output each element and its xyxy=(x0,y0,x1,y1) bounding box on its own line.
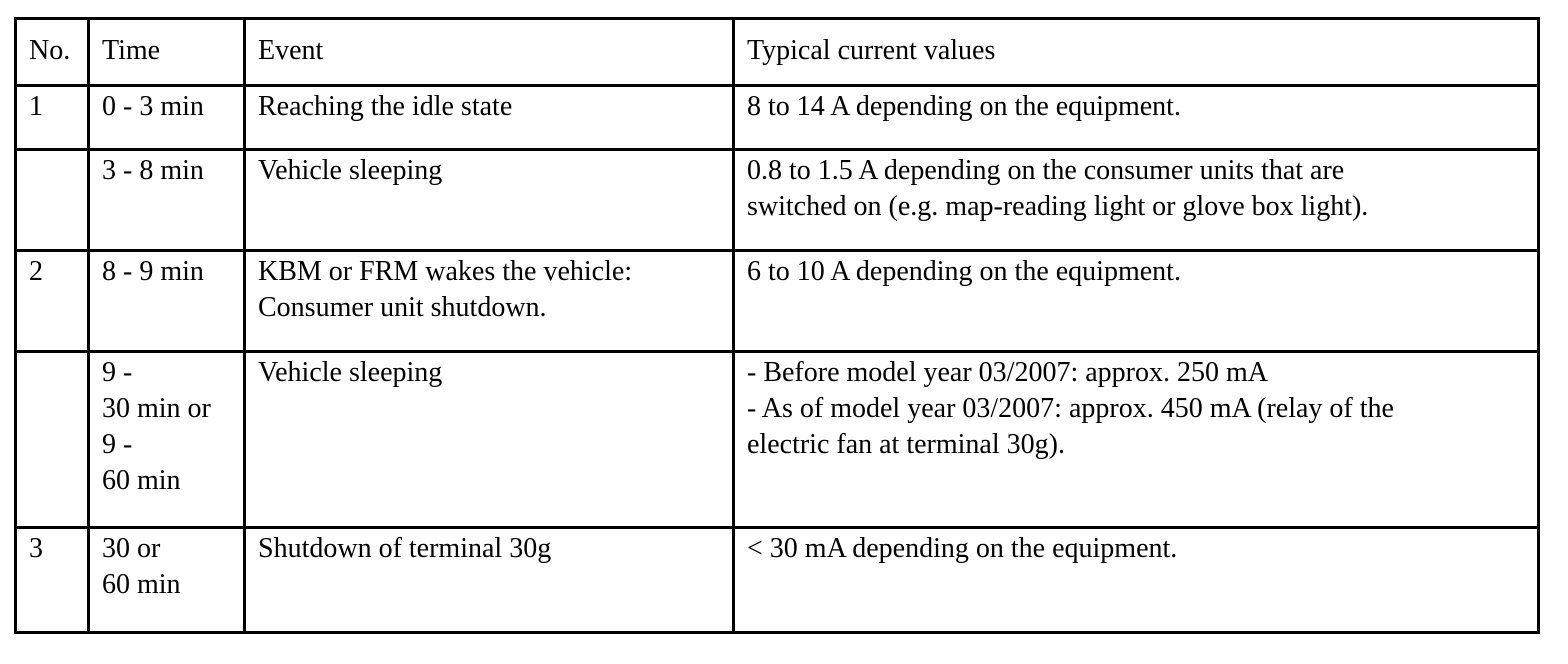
cell-text-line: 6 to 10 A depending on the equipment. xyxy=(747,256,1181,287)
table-row xyxy=(16,251,1539,352)
cell-no xyxy=(16,150,89,251)
cell-text-line: 8 - 9 min xyxy=(102,256,204,287)
table-row xyxy=(16,150,1539,251)
cell-text-line: 0.8 to 1.5 A depending on the consumer units that are xyxy=(747,155,1345,186)
cell-text-line: switched on (e.g. map-reading light or glove box light). xyxy=(747,191,1369,222)
cell-values xyxy=(734,86,1539,150)
cell-event xyxy=(245,528,734,633)
cell-time xyxy=(89,352,245,528)
cell-time xyxy=(89,251,245,352)
cell-no xyxy=(16,352,89,528)
cell-text-line: 9 - xyxy=(102,429,133,460)
table-row xyxy=(16,528,1539,633)
cell-text-line: Vehicle sleeping xyxy=(258,357,443,388)
cell-text-line: Shutdown of terminal 30g xyxy=(258,533,552,564)
cell-event xyxy=(245,352,734,528)
cell-text-line: 8 to 14 A depending on the equipment. xyxy=(747,91,1181,122)
cell-text-line: 60 min xyxy=(102,569,181,600)
table-header-row xyxy=(16,19,1539,86)
cell-text-line: - As of model year 03/2007: approx. 450 mA (relay of the xyxy=(747,393,1394,424)
cell-text-line: 3 - 8 min xyxy=(102,155,204,186)
cell-text-line: - Before model year 03/2007: approx. 250 mA xyxy=(747,357,1268,388)
cell-no: 2 xyxy=(16,251,89,352)
header-no: No. xyxy=(16,19,89,86)
header-typical-current-values: Typical current values xyxy=(734,19,1539,86)
table-row xyxy=(16,352,1539,528)
cell-values xyxy=(734,528,1539,633)
cell-text-line: 0 - 3 min xyxy=(102,91,204,122)
cell-text-line: Reaching the idle state xyxy=(258,91,513,122)
cell-text-line: 30 min or xyxy=(102,393,211,424)
table-row xyxy=(16,86,1539,150)
cell-event xyxy=(245,150,734,251)
header-event: Event xyxy=(245,19,734,86)
cell-values xyxy=(734,150,1539,251)
cell-no: 3 xyxy=(16,528,89,633)
cell-values xyxy=(734,251,1539,352)
header-time: Time xyxy=(89,19,245,86)
cell-text-line: Vehicle sleeping xyxy=(258,155,443,186)
cell-time xyxy=(89,528,245,633)
cell-text-line: KBM or FRM wakes the vehicle: xyxy=(258,256,633,287)
cell-text-line: 9 - xyxy=(102,357,133,388)
cell-text-line: electric fan at terminal 30g). xyxy=(747,429,1065,460)
cell-time xyxy=(89,150,245,251)
cell-time xyxy=(89,86,245,150)
cell-text-line: Consumer unit shutdown. xyxy=(258,292,547,323)
cell-text-line: < 30 mA depending on the equipment. xyxy=(747,533,1178,564)
cell-event xyxy=(245,86,734,150)
cell-text-line: 60 min xyxy=(102,465,181,496)
cell-no: 1 xyxy=(16,86,89,150)
cell-text-line: 30 or xyxy=(102,533,161,564)
cell-values xyxy=(734,352,1539,528)
cell-event xyxy=(245,251,734,352)
current-values-table xyxy=(14,17,1540,634)
